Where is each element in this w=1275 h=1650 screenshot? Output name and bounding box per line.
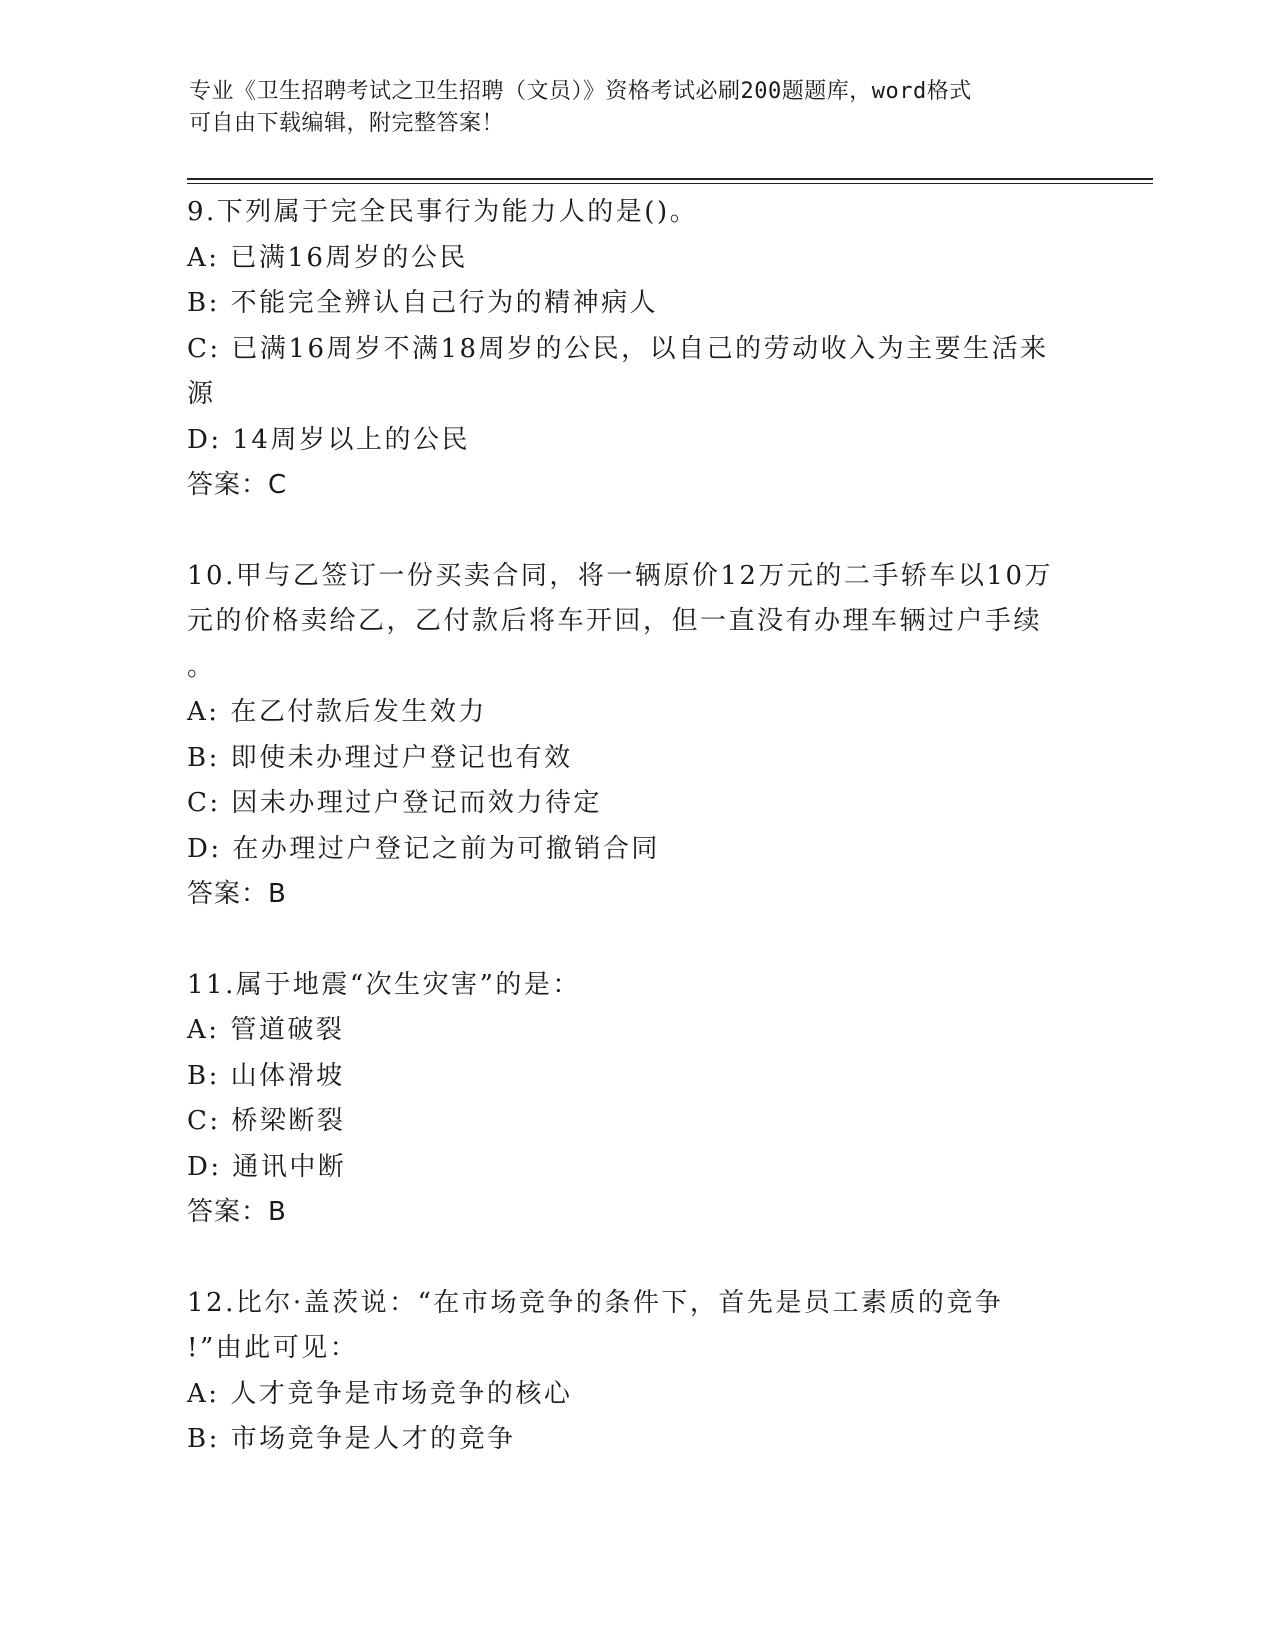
question-block [187, 554, 1087, 918]
option-letter: C: [187, 333, 221, 364]
option-letter: C: [187, 1106, 221, 1136]
answer-option [187, 372, 1087, 418]
answer-option [187, 827, 1087, 873]
answer-key: 答案：B [187, 879, 287, 909]
option-text: 在办理过户登记之前为可撤销合同 [232, 833, 660, 864]
option-letter: A: [187, 242, 220, 273]
question-stem: 11.属于地震“次生灾害”的是： [187, 969, 581, 1000]
answer-option [187, 1372, 1087, 1418]
answer-option [187, 1008, 1087, 1054]
question-stem: 元的价格卖给乙，乙付款后将车开回，但一直没有办理车辆过户手续 [187, 606, 1043, 636]
header-divider [187, 178, 1153, 180]
answer-option [187, 1099, 1087, 1145]
answer-option [187, 236, 1087, 282]
option-letter: D: [187, 1151, 222, 1182]
header-line: 专业《卫生招聘考试之卫生招聘（文员）》资格考试必刷200题题库，word格式 [189, 79, 972, 104]
answer-option [187, 327, 1087, 373]
option-text: 源 [187, 379, 216, 409]
option-text: 桥梁断裂 [231, 1106, 346, 1136]
option-text: 即使未办理过户登记也有效 [230, 742, 573, 773]
option-letter: C: [187, 788, 221, 818]
option-letter: A: [187, 1378, 220, 1409]
option-text: 管道破裂 [230, 1015, 345, 1045]
answer-option [187, 418, 1087, 464]
option-text: 山体滑坡 [230, 1060, 345, 1091]
question-block [187, 963, 1087, 1236]
answer-option [187, 736, 1087, 782]
answer-key: 答案：B [187, 1197, 287, 1227]
question-stem: 。 [187, 651, 216, 682]
option-text: 已满16周岁的公民 [230, 242, 468, 273]
question-list [187, 190, 1087, 1508]
page-header [189, 76, 1089, 140]
question-stem: !”由此可见： [187, 1333, 359, 1363]
question-stem: 12.比尔·盖茨说：“在市场竞争的条件下，首先是员工素质的竞争 [187, 1287, 1004, 1318]
option-letter: A: [187, 697, 220, 727]
option-letter: D: [187, 424, 222, 455]
answer-option [187, 1417, 1087, 1463]
question-block [187, 190, 1087, 509]
option-text: 人才竞争是市场竞争的核心 [230, 1378, 573, 1409]
option-text: 通讯中断 [232, 1151, 347, 1182]
answer-key: 答案：C [187, 470, 288, 500]
header-divider-thin [187, 183, 1153, 184]
answer-option [187, 690, 1087, 736]
option-text: 14周岁以上的公民 [232, 424, 470, 455]
option-text: 不能完全辨认自己行为的精神病人 [230, 288, 659, 318]
answer-option [187, 1054, 1087, 1100]
question-block [187, 1281, 1087, 1463]
option-text: 在乙付款后发生效力 [230, 697, 487, 727]
option-text: 已满16周岁不满18周岁的公民，以自己的劳动收入为主要生活来 [231, 333, 1049, 364]
question-stem: 9.下列属于完全民事行为能力人的是()。 [187, 197, 699, 227]
answer-option [187, 281, 1087, 327]
header-line: 可自由下载编辑，附完整答案！ [189, 111, 505, 136]
option-letter: D: [187, 833, 222, 864]
option-letter: B: [187, 1060, 220, 1091]
option-text: 因未办理过户登记而效力待定 [231, 788, 602, 818]
option-text: 市场竞争是人才的竞争 [230, 1424, 516, 1454]
option-letter: A: [187, 1015, 220, 1045]
option-letter: B: [187, 1424, 220, 1454]
answer-option [187, 1145, 1087, 1191]
answer-option [187, 781, 1087, 827]
option-letter: B: [187, 288, 220, 318]
option-letter: B: [187, 742, 220, 773]
question-stem: 10.甲与乙签订一份买卖合同，将一辆原价12万元的二手轿车以10万 [187, 560, 1054, 591]
